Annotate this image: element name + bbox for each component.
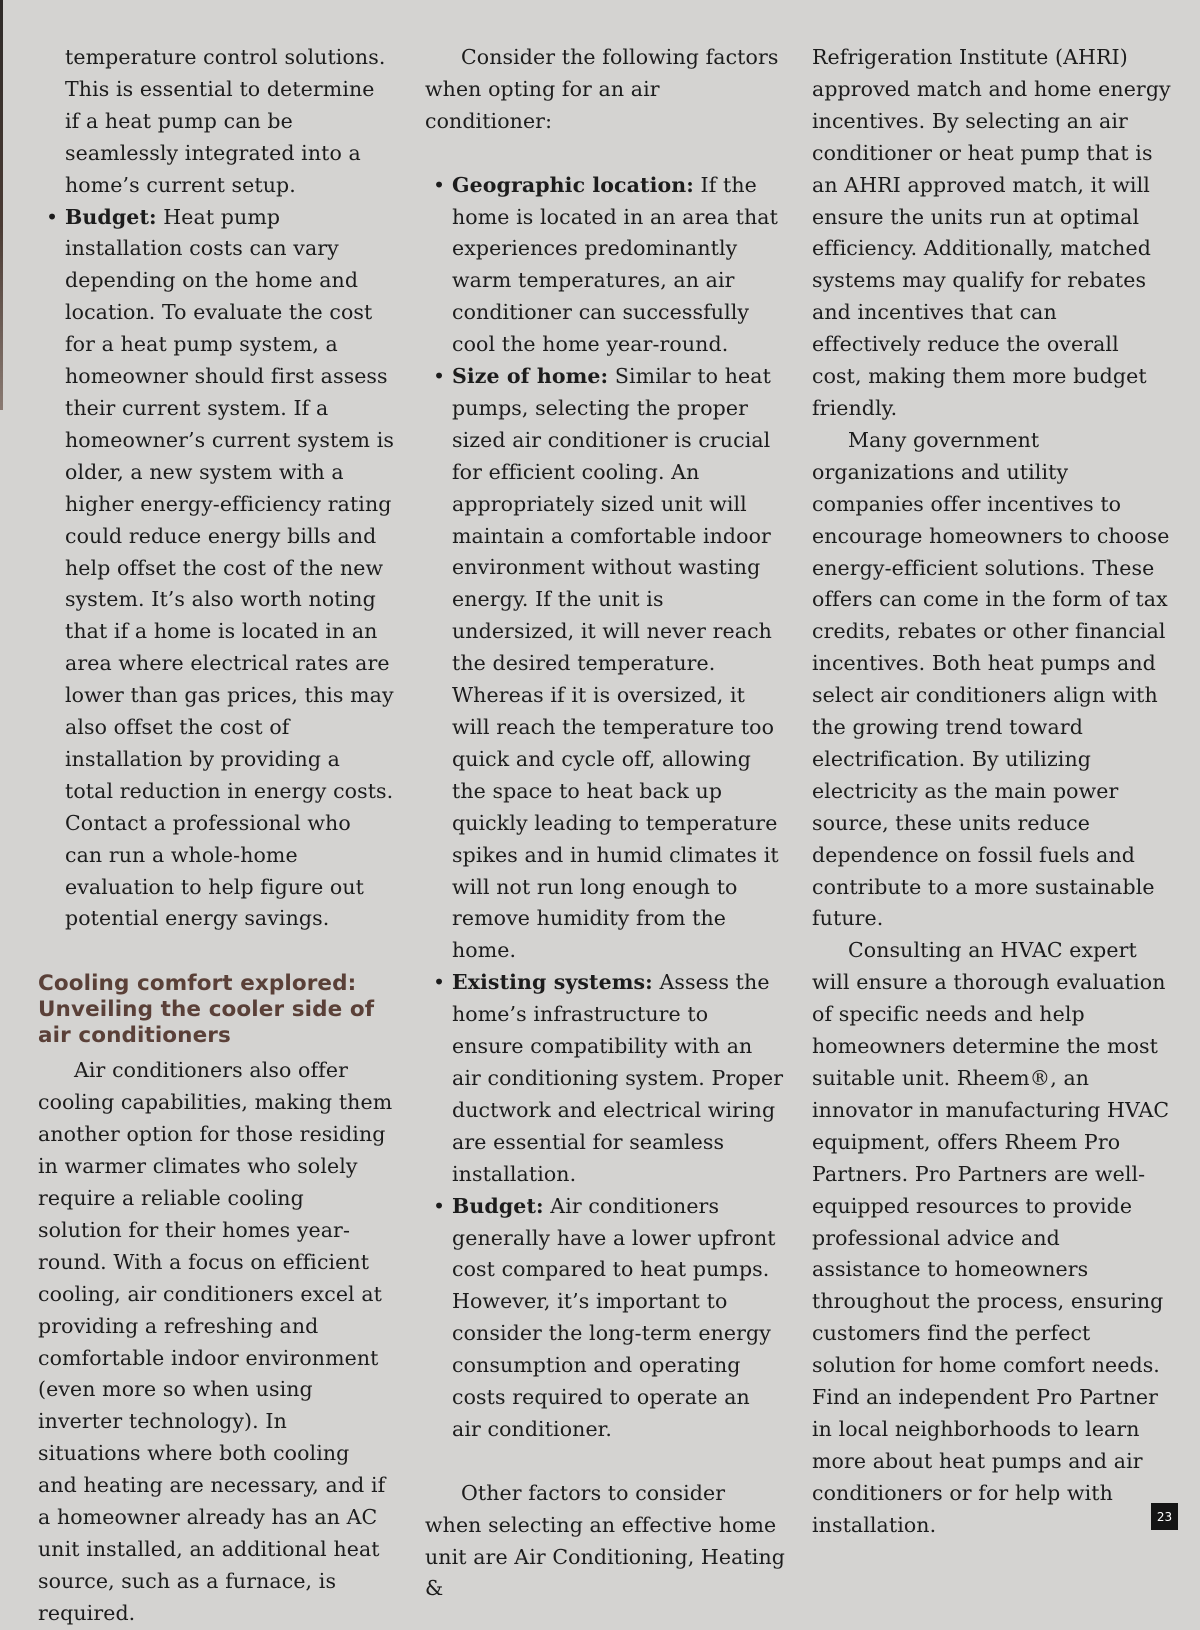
bullet-text: Air conditioners generally have a lower upfront cost compared to heat pumps. However, it’s important to consider the long-term energy consumption and operating costs required to operate an air conditioner. bbox=[452, 1193, 776, 1441]
body-paragraph: Air conditioners also offer cooling capabilities, making them another option for those residing in warmer climates who solely require a reliable cooling solution for their homes year-round. With a focus on efficient cooling, air conditioners excel at providing a refreshing and comfortable indoor environment (even more so when using inverter technology). In situations where both cooling and heating are necessary, and if a homeowner already has an AC unit installed, an additional heat source, such as a furnace, is required. bbox=[38, 1058, 393, 1625]
continued-paragraph: Refrigeration Institute (AHRI) approved match and home energy incentives. By selecting an air conditioner or heat pump that is an AHRI approved match, it will ensure the units run at optimal efficiency. Additionally, matched systems may qualify for rebates and incentives that can effectively reduce the overall cost, making them more budget friendly. bbox=[812, 45, 1171, 420]
page-edge-strip bbox=[0, 0, 3, 410]
factors-list bbox=[425, 170, 785, 1446]
continued-bullet-text: temperature control solutions. This is essential to determine if a heat pump can be seamlessly integrated into a home’s current setup. bbox=[65, 45, 386, 197]
bullet-title: Existing systems: bbox=[452, 970, 653, 995]
bullet-text: If the home is located in an area that experiences predominantly warm temperatures, an air conditioner can successfully cool the home year-round. bbox=[452, 172, 778, 357]
column-2 bbox=[425, 42, 785, 1605]
bullet-text: Heat pump installation costs can vary depending on the home and location. To evaluate the cost for a heat pump system, a homeowner should first assess their current system. If a homeowner’s current system is older, a new system with a higher energy-efficiency rating could reduce energy bills and help offset the cost of the new system. It’s also worth noting that if a home is located in an area where electrical rates are lower than gas prices, this may also offset the cost of installation by providing a total reduction in energy costs. Contact a professional who can run a whole-home evaluation to help figure out potential energy savings. bbox=[65, 204, 394, 931]
bullet-item-size-of-home bbox=[425, 361, 785, 967]
bullet-text: Assess the home’s infrastructure to ensure compatibility with an air conditioning system. Proper ductwork and electrical wiring are essential for seamless installation. bbox=[452, 970, 784, 1186]
outro-paragraph: Other factors to consider when selecting an effective home unit are Air Conditioning, Heating & bbox=[425, 1480, 785, 1601]
bullet-text: Similar to heat pumps, selecting the proper sized air conditioner is crucial for efficient cooling. An appropriately sized unit will maintain a comfortable indoor environment without wasting energy. If the unit is undersized, it will never reach the desired temperature. Whereas if it is oversized, it will reach the temperature too quick and cycle off, allowing the space to heat back up quickly leading to temperature spikes and in humid climates it will not run long enough to remove humidity from the home. bbox=[452, 364, 779, 963]
column-1 bbox=[38, 42, 394, 1630]
bullet-title: Budget: bbox=[65, 204, 157, 229]
page-number: 23 bbox=[1151, 1503, 1178, 1530]
bullet-list bbox=[38, 202, 394, 936]
bullet-item-budget bbox=[425, 1191, 785, 1446]
body-paragraph-consulting: Consulting an HVAC expert will ensure a thorough evaluation of specific needs and help homeowners determine the most suitable unit. Rheem®, an innovator in manufacturing HVAC equipment, offers Rheem Pro Partners. Pro Partners are well-equipped resources to provide professional advice and assistance to homeowners throughout the process, ensuring customers find the perfect solution for home comfort needs. Find an independent Pro Partner in local neighborhoods to learn more about heat pumps and air conditioners or for help with installation. bbox=[812, 938, 1170, 1537]
bullet-title: Geographic location: bbox=[452, 172, 694, 197]
bullet-item-existing-systems bbox=[425, 967, 785, 1190]
column-3 bbox=[812, 42, 1172, 1542]
intro-paragraph: Consider the following factors when opting for an air conditioner: bbox=[425, 45, 779, 133]
bullet-title: Budget: bbox=[452, 1193, 544, 1218]
bullet-item-geographic-location bbox=[425, 170, 785, 361]
bullet-item-budget bbox=[38, 202, 394, 936]
section-heading: Cooling comfort explored: Unveiling the cooler side of air conditioners bbox=[38, 971, 375, 1049]
bullet-title: Size of home: bbox=[452, 364, 609, 389]
body-paragraph-incentives: Many government organizations and utility companies offer incentives to encourage homeowners to choose energy-efficient solutions. These offers can come in the form of tax credits, rebates or other financial incentives. Both heat pumps and select air conditioners align with the growing trend toward electrification. By utilizing electricity as the main power source, these units reduce dependence on fossil fuels and contribute to a more sustainable future. bbox=[812, 427, 1170, 931]
